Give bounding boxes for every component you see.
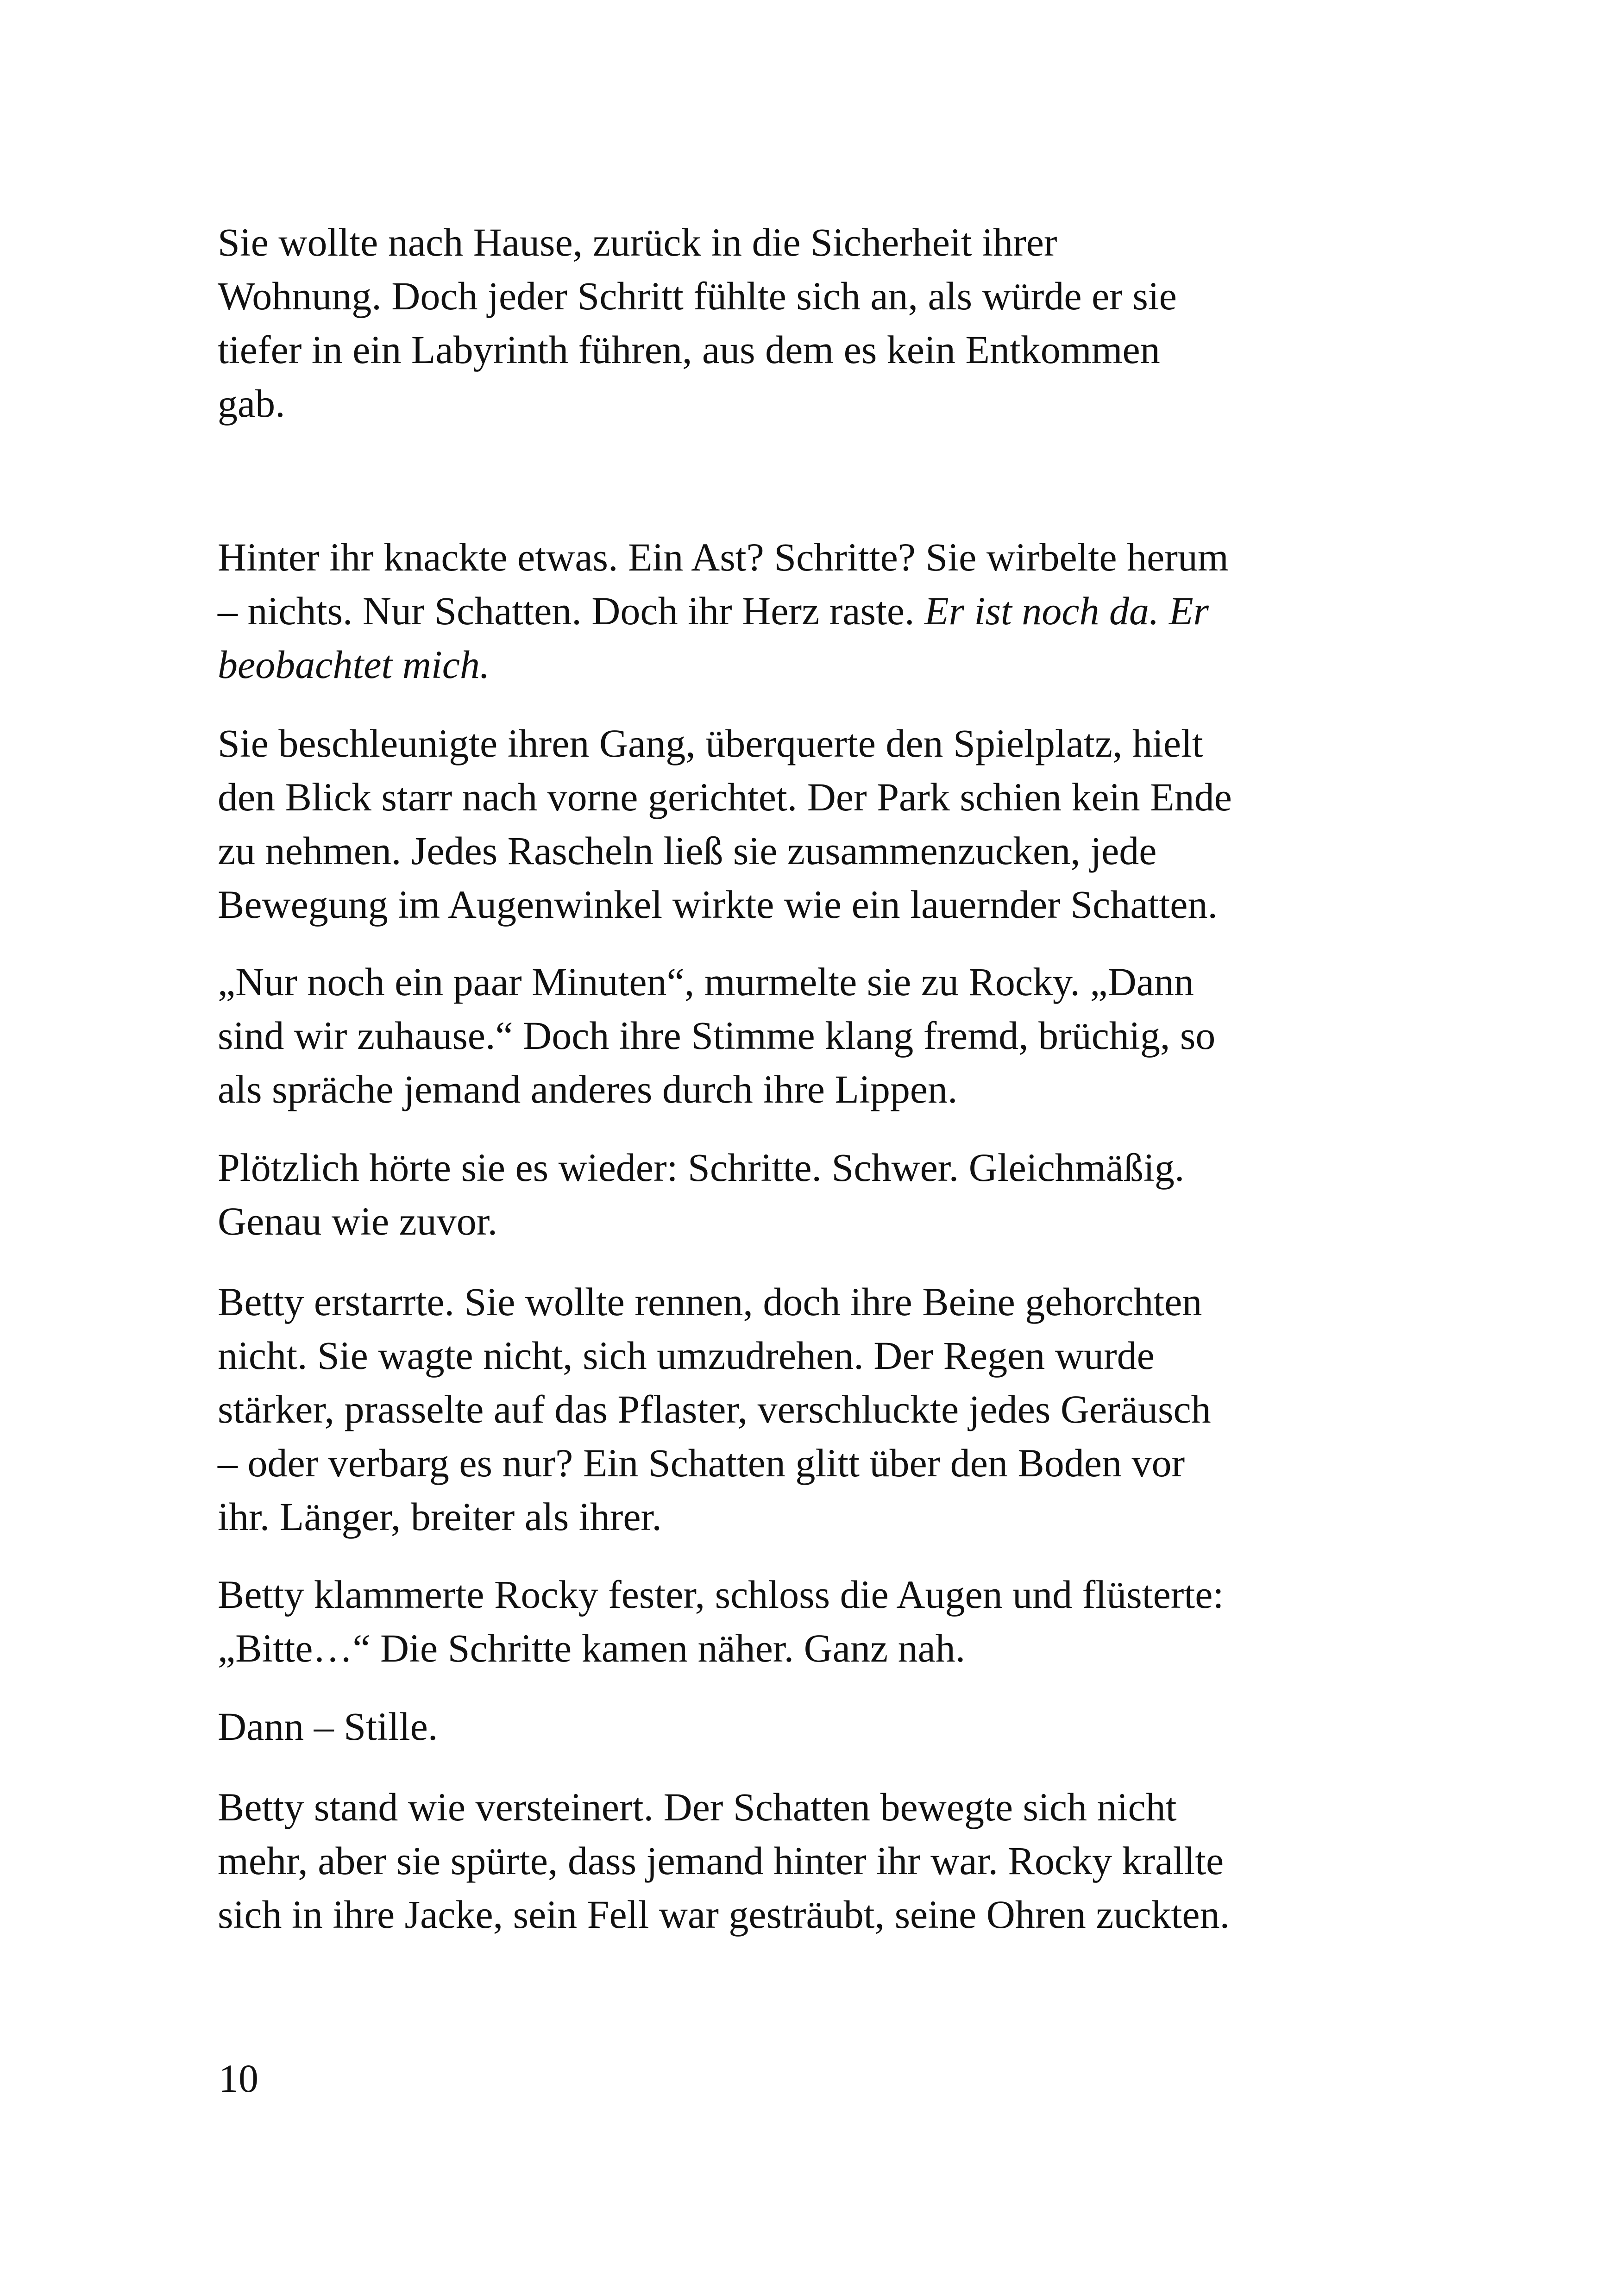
text-line: ihr. Länger, breiter als ihrer. [218,1494,662,1539]
text-line: Bewegung im Augenwinkel wirkte wie ein lauernder Schatten. [218,882,1218,927]
paragraph-9 [218,1780,1440,1941]
italic-thought: Er ist noch da. Er [924,589,1209,633]
text-line: Hinter ihr knackte etwas. Ein Ast? Schritte? Sie wirbelte herum [218,535,1229,579]
paragraph-5 [218,1141,1440,1248]
paragraph-1 [218,215,1440,430]
text-line: Dann – Stille. [218,1704,438,1749]
text-line: Plötzlich hörte sie es wieder: Schritte. Schwer. Gleichmäßig. [218,1145,1185,1190]
text-line: stärker, prasselte auf das Pflaster, verschluckte jedes Geräusch [218,1387,1211,1431]
text-line: Wohnung. Doch jeder Schritt fühlte sich an, als würde er sie [218,274,1177,318]
text-line: als spräche jemand anderes durch ihre Lippen. [218,1067,958,1111]
text-line [218,584,1440,638]
paragraph-6 [218,1275,1440,1543]
text-line: gab. [218,381,285,426]
paragraph-2 [218,530,1440,691]
text-line: nicht. Sie wagte nicht, sich umzudrehen. Der Regen wurde [218,1333,1155,1378]
text-line: Sie wollte nach Hause, zurück in die Sicherheit ihrer [218,220,1057,264]
text-line: den Blick starr nach vorne gerichtet. Der Park schien kein Ende [218,775,1232,819]
text-line: sich in ihre Jacke, sein Fell war gesträubt, seine Ohren zuckten. [218,1892,1230,1937]
text-line: sind wir zuhause.“ Doch ihre Stimme klang fremd, brüchig, so [218,1013,1216,1058]
text-line: Betty erstarrte. Sie wollte rennen, doch ihre Beine gehorchten [218,1280,1202,1324]
paragraph-4 [218,955,1440,1116]
text-segment: – nichts. Nur Schatten. Doch ihr Herz raste. [218,589,925,633]
paragraph-3 [218,716,1440,931]
text-line: tiefer in ein Labyrinth führen, aus dem es kein Entkommen [218,327,1160,372]
text-line: Sie beschleunigte ihren Gang, überquerte den Spielplatz, hielt [218,721,1203,765]
text-line: „Nur noch ein paar Minuten“, murmelte sie zu Rocky. „Dann [218,960,1194,1004]
text-line: Betty klammerte Rocky fester, schloss die Augen und flüsterte: [218,1572,1224,1617]
paragraph-8 [218,1700,1440,1753]
italic-thought: beobachtet mich. [218,642,490,687]
paragraph-7 [218,1568,1440,1675]
text-line: – oder verbarg es nur? Ein Schatten glitt über den Boden vor [218,1441,1185,1485]
page-number: 10 [219,2056,258,2101]
text-line: mehr, aber sie spürte, dass jemand hinter ihr war. Rocky krallte [218,1838,1224,1883]
text-line: Genau wie zuvor. [218,1199,498,1243]
text-line: „Bitte…“ Die Schritte kamen näher. Ganz nah. [218,1626,966,1670]
text-line: zu nehmen. Jedes Rascheln ließ sie zusammenzucken, jede [218,828,1157,873]
text-line: Betty stand wie versteinert. Der Schatten bewegte sich nicht [218,1785,1177,1829]
